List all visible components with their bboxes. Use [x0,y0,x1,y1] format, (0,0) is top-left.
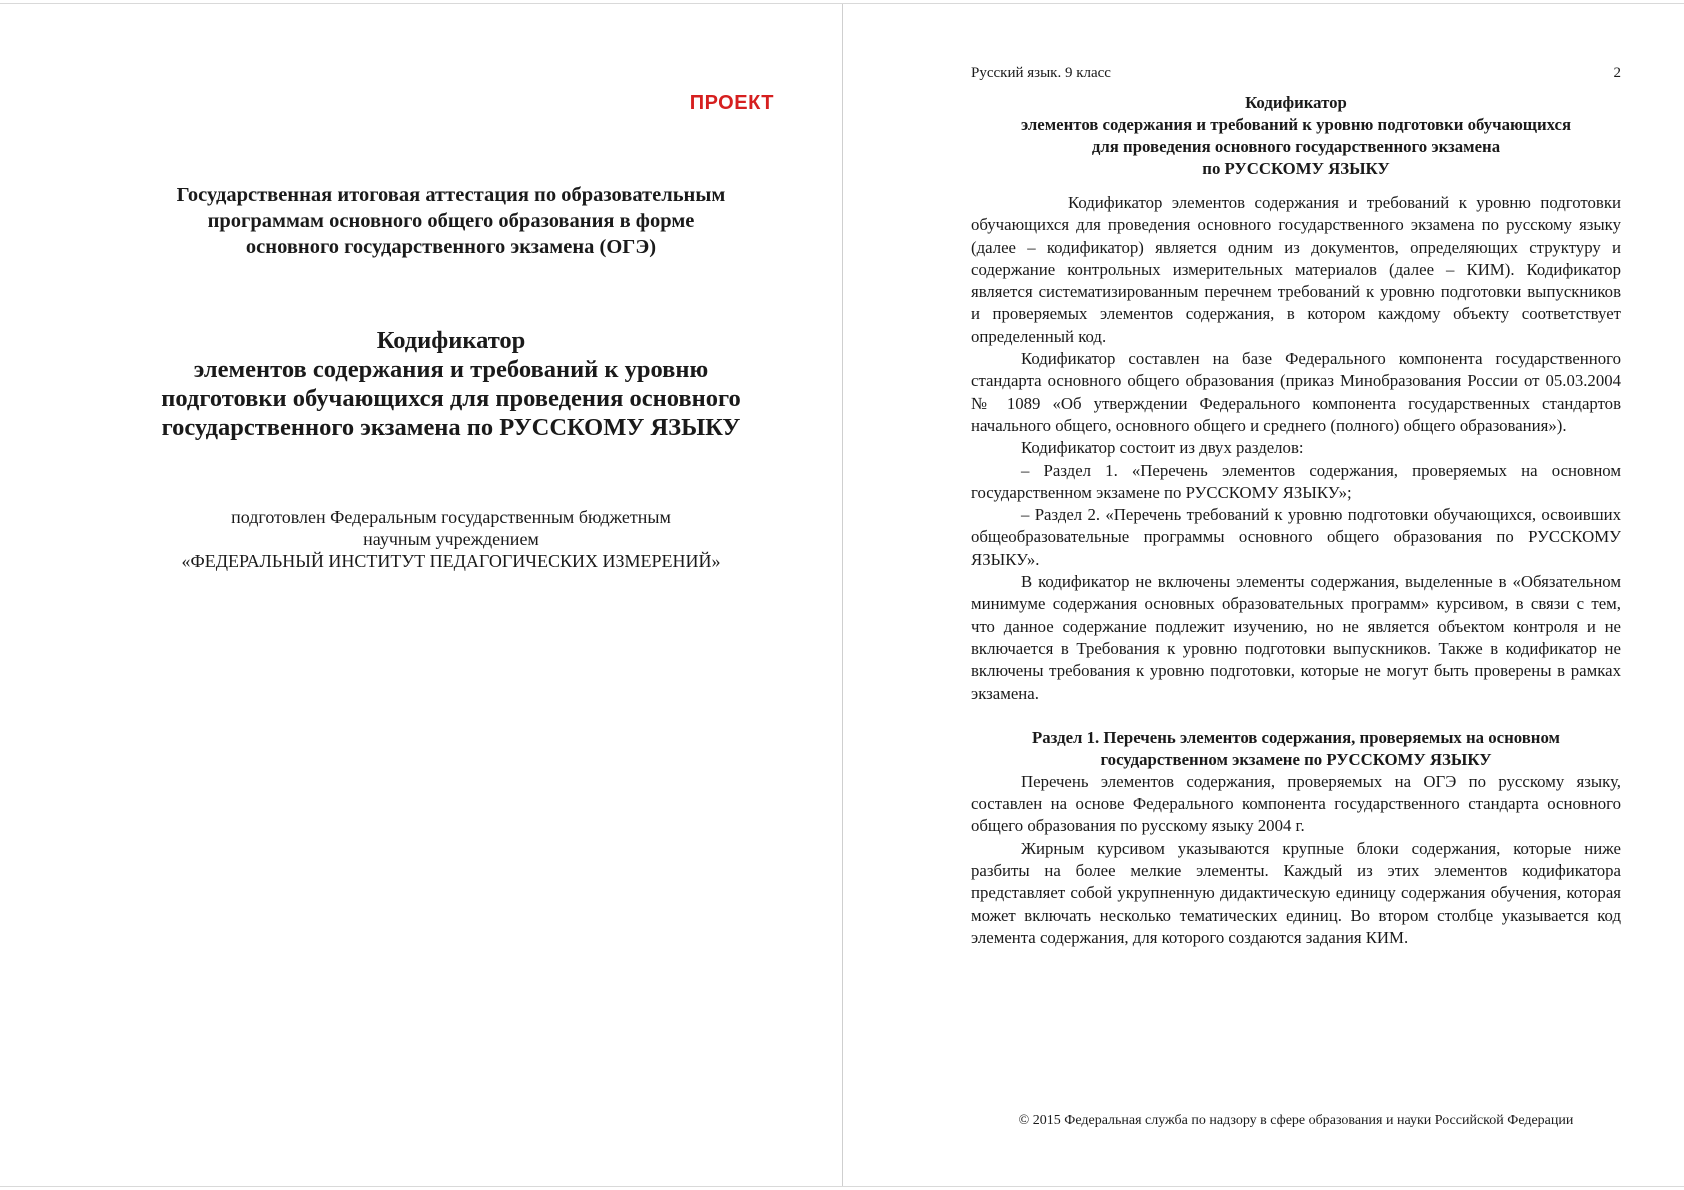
heading-line: для проведения основного государственного экзамена [1091,137,1501,156]
gia-title-line: основного государственного экзамена (ОГЭ) [245,236,657,258]
heading-line: Кодификатор [1245,93,1347,112]
heading-line: по РУССКОМУ ЯЗЫКУ [1202,159,1390,178]
codifier-heading [971,92,1621,180]
paragraph: Жирным курсивом указываются крупные блоки содержания, которые ниже разбиты на более мелкие элементы. Каждый из этих элементов кодификатора представляет собой укрупненную дидактическую единицу содержания обучения, которая может включать несколько тематических единиц. Во втором столбце указывается код элемента содержания, для которого создаются задания КИМ. [971,838,1621,947]
project-stamp: ПРОЕКТ [689,92,774,114]
page-number: 2 [1613,65,1621,81]
right-page [843,4,1684,1186]
paragraph: Кодификатор составлен на базе Федерального компонента государственного стандарта основного общего образования (приказ Минобразования России от 05.03.2004 № 1089 «Об утверждении Федерального компонента государственных стандартов начального общего, основного общего и среднего (полного) общего образования»). [971,349,1621,435]
main-title-line: Кодификатор [376,327,526,354]
paragraph: Перечень элементов содержания, проверяемых на ОГЭ по русскому языку, составлен на основе Федерального компонента государственного стандарта основного общего образования по русскому языку 2004 г. [971,771,1621,836]
prepared-by-line: подготовлен Федеральным государственным бюджетным [231,507,671,527]
gia-title-line: программам основного общего образования в форме [207,210,695,232]
left-page [0,4,842,1186]
section-heading-line: Раздел 1. Перечень элементов содержания, проверяемых на основном [1032,727,1560,747]
prepared-by-line: «ФЕДЕРАЛЬНЫЙ ИНСТИТУТ ПЕДАГОГИЧЕСКИХ ИЗМЕРЕНИЙ» [181,551,721,571]
codifier-main-title [140,326,762,442]
section-1-heading [981,727,1611,771]
main-title-line: государственного экзамена по РУССКОМУ ЯЗЫКУ [161,414,741,441]
running-title: Русский язык. 9 класс [971,65,1111,81]
main-title-line: подготовки обучающихся для проведения основного [161,385,741,412]
prepared-by-line: научным учреждением [363,529,539,549]
gia-title [140,182,762,260]
paragraph: Кодификатор состоит из двух разделов: [1021,438,1304,458]
section-heading-line: государственном экзамене по РУССКОМУ ЯЗЫКУ [1100,749,1492,769]
prepared-by [140,506,762,572]
bottom-border [0,1186,1684,1187]
main-title-line: элементов содержания и требований к уровню [193,356,709,383]
heading-line: элементов содержания и требований к уровню подготовки обучающихся [1020,115,1572,134]
copyright-footer: © 2015 Федеральная служба по надзору в сфере образования и науки Российской Федерации [1018,1113,1574,1128]
paragraph: В кодификатор не включены элементы содержания, выделенные в «Обязательном минимуме содержания основных образовательных программ» курсивом, в связи с тем, что данное содержание подлежит изучению, но не является объектом контроля и не включается в Требования к уровню подготовки выпускников. Также в кодификатор не включены требования к уровню подготовки, которые не могут быть проверены в рамках экзамена. [971,572,1621,703]
paragraph: Кодификатор элементов содержания и требований к уровню подготовки обучающихся для проведения основного государственного экзамена по русскому языку (далее – кодификатор) является одним из документов, определяющих структуру и содержание контрольных измерительных материалов (далее – КИМ). Кодификатор является систематизированным перечнем требований к уровню подготовки выпускников и проверяемых элементов содержания, в котором каждому объекту соответствует определенный код. [971,193,1621,346]
gia-title-line: Государственная итоговая аттестация по образовательным [176,184,726,206]
list-item: – Раздел 2. «Перечень требований к уровню подготовки обучающихся, освоивших общеобразовательные программы основного общего образования по РУССКОМУ ЯЗЫКУ». [971,505,1621,569]
list-item: – Раздел 1. «Перечень элементов содержания, проверяемых на основном государственном экзамене по РУССКОМУ ЯЗЫКУ»; [971,460,1621,502]
page-content [971,92,1621,949]
